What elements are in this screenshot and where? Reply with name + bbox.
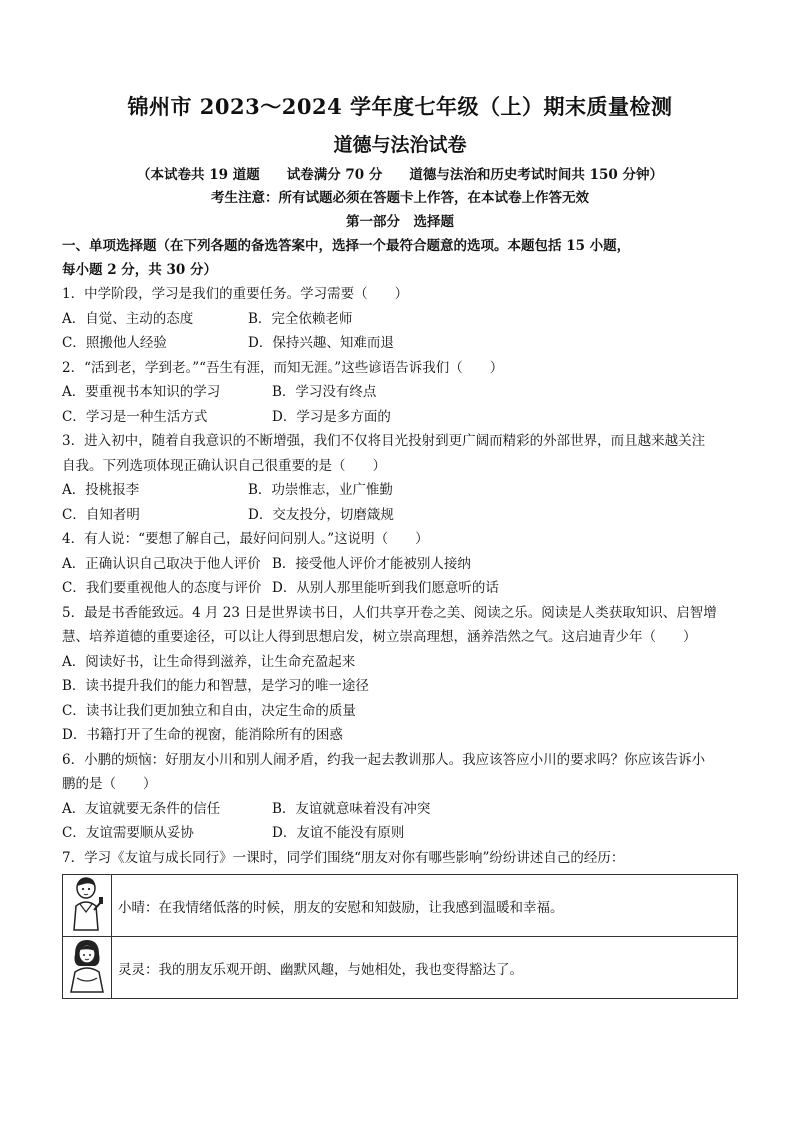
student-boy-icon xyxy=(70,876,104,932)
answer-option: D．书籍打开了生命的视窗，能消除所有的困惑 xyxy=(62,727,343,743)
section-heading-line1: 一、单项选择题（在下列各题的备选答案中，选择一个最符合题意的选项。本题包括 15 小题， xyxy=(62,238,631,254)
answer-option: A．自觉、主动的态度 xyxy=(62,310,194,327)
question-block xyxy=(62,356,738,430)
answer-option: B．接受他人评价才能被别人接纳 xyxy=(272,555,471,572)
question-stem: 5．最是书香能致远。4 月 23 日是世界读书日，人们共享开卷之美、阅读之乐。阅读是人类获取知识、启智增 xyxy=(62,604,717,621)
part-heading: 第一部分 选择题 xyxy=(346,214,454,230)
answer-option: C．我们要重视他人的态度与评价 xyxy=(62,580,262,596)
answer-option: B．学习没有终点 xyxy=(272,384,377,400)
experience-table xyxy=(62,874,738,999)
exam-subtitle: 道德与法治试卷 xyxy=(333,134,467,156)
exam-info: （本试卷共 19 道题 试卷满分 70 分 道德与法治和历史考试时间共 150 分钟） xyxy=(137,167,663,183)
answer-option: A．正确认识自己取决于他人评价 xyxy=(62,555,261,572)
question-stem: 3．进入初中，随着自我意识的不断增强，我们不仅将目光投射到更广阔而精彩的外部世界，而且越来越关注 xyxy=(62,433,706,449)
answer-option: C．自知者明 xyxy=(62,506,140,523)
option-row xyxy=(62,576,738,601)
exam-title: 锦州市 2023～2024 学年度七年级（上）期末质量检测 xyxy=(127,94,673,119)
exam-page xyxy=(62,92,738,999)
question-stem: 6．小鹏的烦恼：好朋友小川和别人闹矛盾，约我一起去教训那人。我应该答应小川的要求吗？你应该告诉小 xyxy=(62,751,706,768)
option-row xyxy=(62,674,738,699)
answer-option: A．阅读好书，让生命得到滋养，让生命充盈起来 xyxy=(62,653,356,670)
answer-option: B．读书提升我们的能力和智慧，是学习的唯一途径 xyxy=(62,678,369,694)
question-block xyxy=(62,527,738,601)
answer-option: A．投桃报李 xyxy=(62,482,140,498)
question-block xyxy=(62,429,738,527)
answer-option: B．友谊就意味着没有冲突 xyxy=(272,800,431,817)
option-row xyxy=(62,503,738,528)
option-row xyxy=(62,797,738,822)
question-block xyxy=(62,601,738,748)
question-block xyxy=(62,846,738,871)
question-block xyxy=(62,282,738,356)
option-row xyxy=(62,478,738,503)
experience-row xyxy=(63,875,738,937)
answer-option: D．友谊不能没有原则 xyxy=(272,825,405,841)
avatar-cell xyxy=(63,875,112,937)
experience-text: 灵灵：我的朋友乐观开朗、幽默风趣，与她相处，我也变得豁达了。 xyxy=(112,937,738,999)
answer-option: D．学习是多方面的 xyxy=(272,408,391,425)
question-stem: 4．有人说：“要想了解自己，最好问问别人。”这说明（ ） xyxy=(62,531,429,547)
answer-option: B．功崇惟志，业广惟勤 xyxy=(248,482,393,498)
answer-option: A．友谊就要无条件的信任 xyxy=(62,800,221,817)
question-stem: 1．中学阶段，学习是我们的重要任务。学习需要（ ） xyxy=(62,286,409,302)
question-stem: 鹏的是（ ） xyxy=(62,776,157,792)
answer-option: A．要重视书本知识的学习 xyxy=(62,384,221,400)
question-list xyxy=(62,282,738,870)
answer-option: D．交友投分，切磨箴规 xyxy=(248,506,394,523)
experience-row xyxy=(63,937,738,999)
option-row xyxy=(62,650,738,675)
answer-option: C．照搬他人经验 xyxy=(62,335,167,351)
answer-option: C．读书让我们更加独立和自由，决定生命的质量 xyxy=(62,702,356,719)
option-row xyxy=(62,405,738,430)
question-stem: 慧、培养道德的重要途径，可以让人得到思想启发，树立崇高理想，涵养浩然之气。这启迪青少年（ ） xyxy=(62,629,697,645)
option-row xyxy=(62,821,738,846)
answer-option: C．学习是一种生活方式 xyxy=(62,408,208,425)
avatar-cell xyxy=(63,937,112,999)
answer-option: D．从别人那里能听到我们愿意听的话 xyxy=(272,580,499,596)
answer-option: C．友谊需要顺从妥协 xyxy=(62,825,194,841)
exam-notice: 考生注意：所有试题必须在答题卡上作答，在本试卷上作答无效 xyxy=(211,190,589,206)
question-stem: 7．学习《友谊与成长同行》一课时，同学们围绕“朋友对你有哪些影响”纷纷讲述自己的经历： xyxy=(62,849,625,866)
answer-option: B．完全依赖老师 xyxy=(248,310,353,327)
option-row xyxy=(62,331,738,356)
question-stem: 自我。下列选项体现正确认识自己很重要的是（ ） xyxy=(62,457,386,474)
section-heading-line2: 每小题 2 分，共 30 分） xyxy=(62,262,217,278)
answer-option: D．保持兴趣、知难而退 xyxy=(248,335,394,351)
student-girl-icon xyxy=(67,938,107,994)
option-row xyxy=(62,723,738,748)
option-row xyxy=(62,552,738,577)
question-block xyxy=(62,748,738,846)
option-row xyxy=(62,380,738,405)
question-stem: 2．“活到老，学到老。”“吾生有涯，而知无涯。”这些谚语告诉我们（ ） xyxy=(62,359,504,376)
option-row xyxy=(62,307,738,332)
experience-text: 小晴：在我情绪低落的时候，朋友的安慰和知鼓励，让我感到温暖和幸福。 xyxy=(112,875,738,937)
option-row xyxy=(62,699,738,724)
